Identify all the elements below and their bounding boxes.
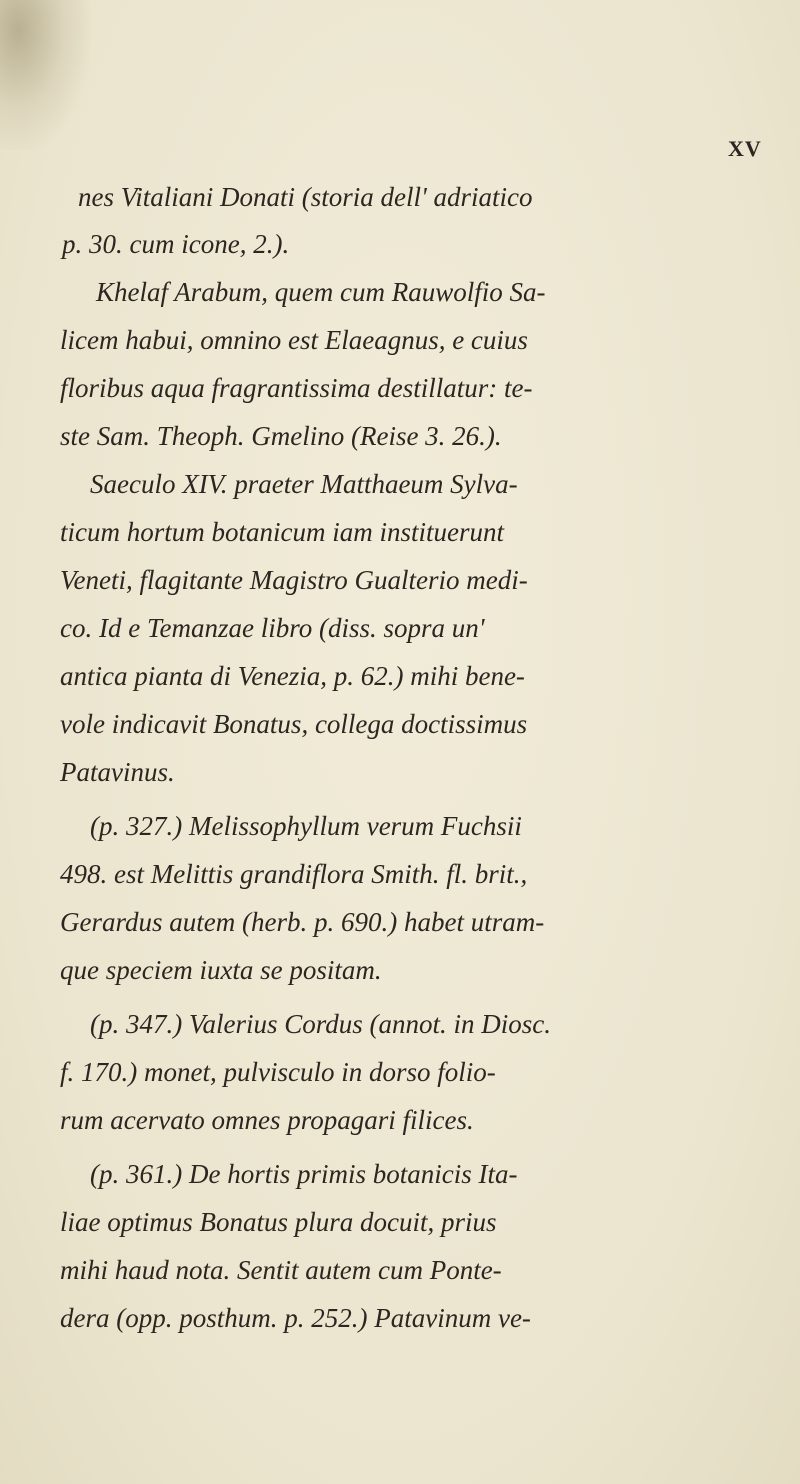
text-line: 498. est Melittis grandiflora Smith. fl. brit., xyxy=(60,859,528,889)
text-line: ticum hortum botanicum iam instituerunt xyxy=(60,517,504,547)
text-line: que speciem iuxta se positam. xyxy=(60,955,382,985)
text-line: f. 170.) monet, pulvisculo in dorso folio- xyxy=(60,1057,496,1087)
text-line: antica pianta di Venezia, p. 62.) mihi bene- xyxy=(60,661,525,691)
text-line: mihi haud nota. Sentit autem cum Ponte- xyxy=(60,1255,502,1285)
text-line: Patavinus. xyxy=(60,757,175,787)
text-line: p. 30. cum icone, 2.). xyxy=(62,229,290,259)
text-line: co. Id e Temanzae libro (diss. sopra un' xyxy=(60,613,485,643)
text-line: Gerardus autem (herb. p. 690.) habet utram- xyxy=(60,907,545,937)
text-line: floribus aqua fragrantissima destillatur: te- xyxy=(60,373,533,403)
text-line: (p. 361.) De hortis primis botanicis Ita- xyxy=(90,1159,518,1189)
text-line: vole indicavit Bonatus, collega doctissimus xyxy=(60,709,528,739)
text-line: (p. 347.) Valerius Cordus (annot. in Diosc. xyxy=(90,1009,551,1039)
text-line: Saeculo XIV. praeter Matthaeum Sylva- xyxy=(90,469,518,499)
text-line: ste Sam. Theoph. Gmelino (Reise 3. 26.). xyxy=(60,421,502,451)
text-line: Veneti, flagitante Magistro Gualterio medi- xyxy=(60,565,528,595)
text-line: dera (opp. posthum. p. 252.) Patavinum ve- xyxy=(60,1303,531,1333)
text-line: nes Vitaliani Donati (storia dell' adriatico xyxy=(78,182,533,212)
text-line: liae optimus Bonatus plura docuit, prius xyxy=(60,1207,497,1237)
text-line: (p. 327.) Melissophyllum verum Fuchsii xyxy=(90,811,522,841)
text-line: rum acervato omnes propagari filices. xyxy=(60,1105,474,1135)
page-number: XV xyxy=(728,136,762,161)
text-line: licem habui, omnino est Elaeagnus, e cuius xyxy=(60,325,528,355)
text-line: Khelaf Arabum, quem cum Rauwolfio Sa- xyxy=(96,277,546,307)
